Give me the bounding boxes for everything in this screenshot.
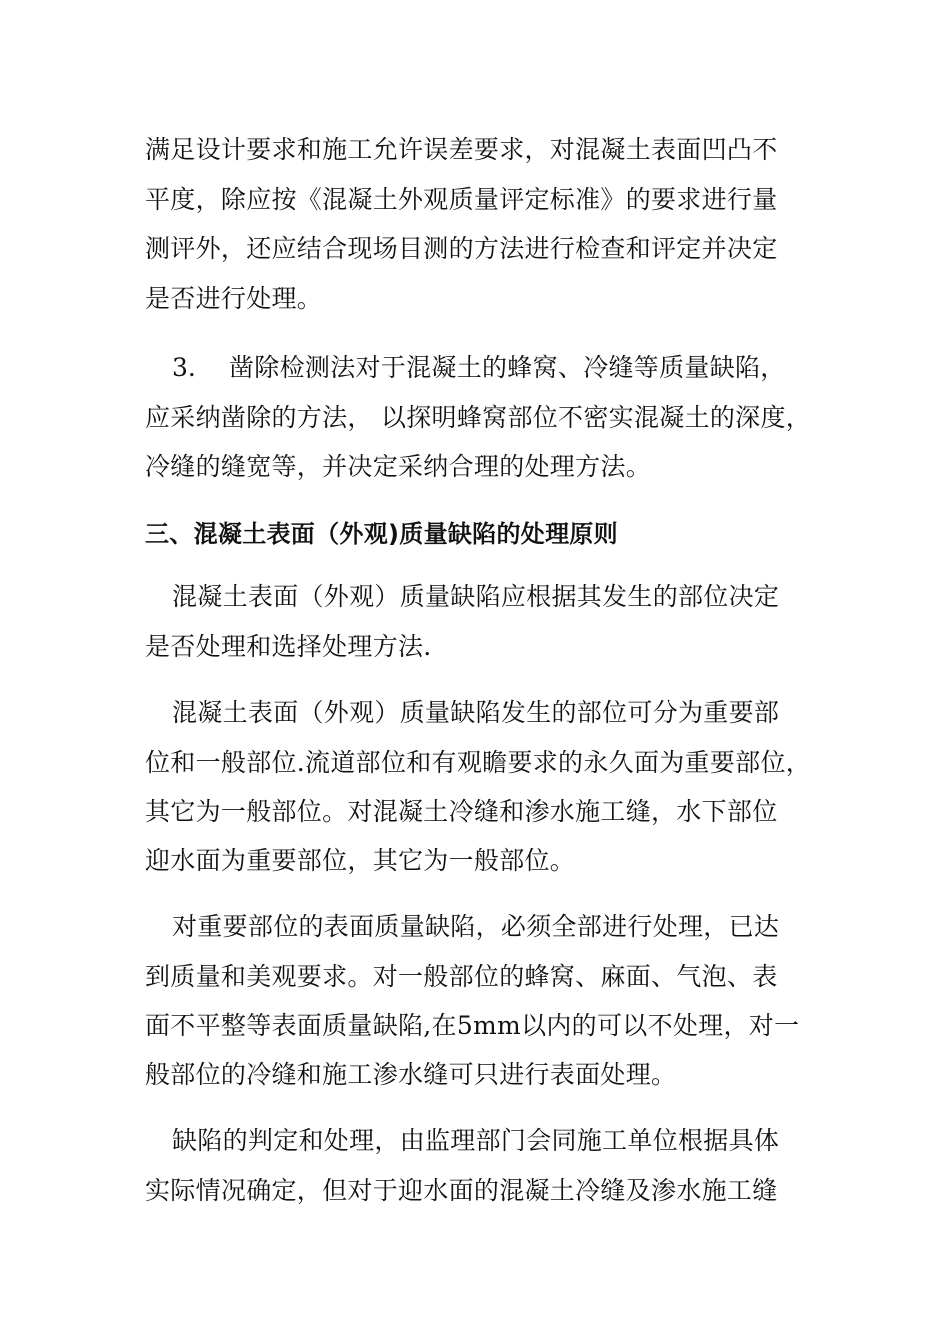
text-line: 对重要部位的表面质量缺陷，必须全部进行处理，已达 [172,912,780,941]
section-heading: 三、混凝土表面（外观)质量缺陷的处理原则 [145,520,618,548]
text-line: 混凝土表面（外观）质量缺陷应根据其发生的部位决定 [172,582,780,611]
text-line: 平度，除应按《混凝土外观质量评定标准》的要求进行量 [145,185,778,214]
text-line: 实际情况确定，但对于迎水面的混凝土冷缝及渗水施工缝 [145,1176,778,1205]
text-line: 应采纳凿除的方法， 以探明蜂窝部位不密实混凝土的深度， [145,403,812,432]
text-line: 迎水面为重要部位，其它为一般部位。 [145,846,576,875]
text-line: 缺陷的判定和处理，由监理部门会同施工单位根据具体 [172,1126,780,1155]
text-line: 般部位的冷缝和施工渗水缝可只进行表面处理。 [145,1060,677,1089]
text-line: 面不平整等表面质量缺陷,在5mm以内的可以不处理，对一 [145,1011,800,1040]
text-line: 测评外，还应结合现场目测的方法进行检查和评定并决定 [145,234,778,263]
text-line: 混凝土表面（外观）质量缺陷发生的部位可分为重要部 [172,698,780,727]
text-line: 是否进行处理。 [145,284,323,313]
text-line: 冷缝的缝宽等，并决定采纳合理的处理方法。 [145,452,652,481]
text-line: 是否处理和选择处理方法. [145,632,432,661]
text-line: 到质量和美观要求。对一般部位的蜂窝、麻面、气泡、表 [145,962,778,991]
text-line: 位和一般部位.流道部位和有观瞻要求的永久面为重要部位， [145,748,812,777]
text-line: 凿除检测法对于混凝土的蜂窝、冷缝等质量缺陷， [229,353,786,382]
text-line: 满足设计要求和施工允许误差要求，对混凝土表面凹凸不 [145,135,778,164]
text-line: 其它为一般部位。对混凝土冷缝和渗水施工缝，水下部位 [145,797,778,826]
item-number: 3. [172,353,196,382]
